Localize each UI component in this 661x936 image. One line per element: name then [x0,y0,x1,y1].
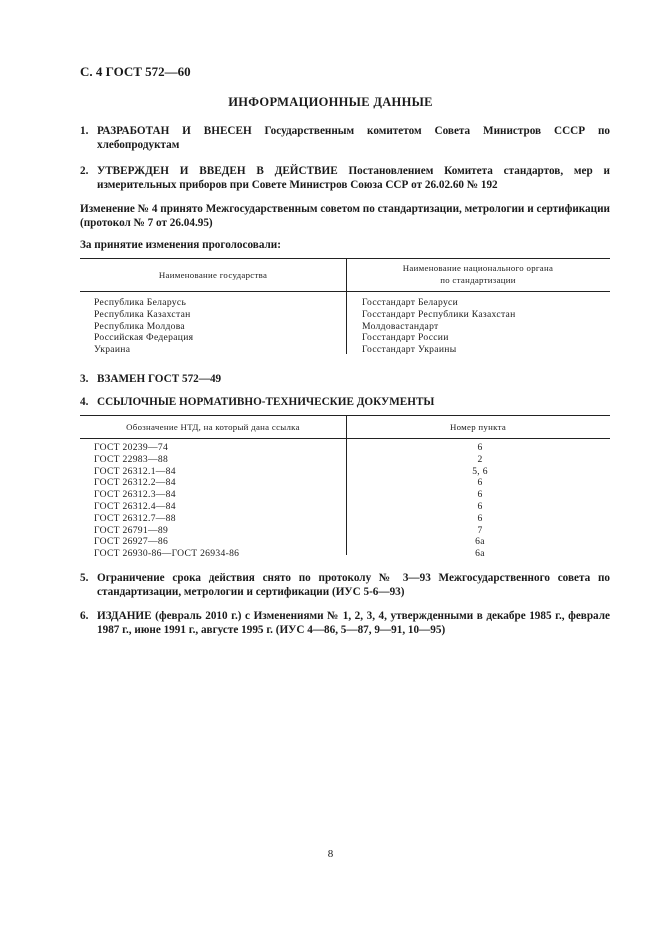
item-text: ССЫЛОЧНЫЕ НОРМАТИВНО-ТЕХНИЧЕСКИЕ ДОКУМЕНТЫ [97,396,435,408]
vote-table-header-rule [80,291,610,292]
voted-label: За принятие изменения проголосовали: [80,239,281,251]
point-number: 6 [477,442,483,453]
point-number: 6а [475,548,485,560]
ref-col1-header: Обозначение НТД, на который дана ссылка [126,422,300,432]
page-number: 8 [327,848,334,860]
ref-docs-list [94,442,239,560]
item-number: 3. [80,373,89,385]
item-number: 4. [80,396,89,408]
vote-col2-header: Наименование национального органа по стандартизации [402,263,554,285]
vote-states-list [94,297,193,356]
point-number: 2 [477,453,483,465]
doc-designation: ГОСТ 26791—89 [94,524,169,536]
point-number: 6 [477,500,483,512]
item-number: 5. [80,572,89,584]
item-text: Ограничение срока действия снято по протоколу № 3—93 Межгосударственного совета по стандартизации, метрологии и сертификации (ИУС 5-6—93) [97,572,610,598]
doc-designation: ГОСТ 20239—74 [94,442,169,453]
ref-points-list [440,442,520,560]
info-item-3 [80,372,610,386]
info-item-6 [80,609,610,637]
body-name: Молдовастандарт [362,320,439,332]
page-header: С. 4 ГОСТ 572—60 [80,64,191,79]
doc-designation: ГОСТ 26312.7—88 [94,512,176,524]
doc-designation: ГОСТ 26930-86—ГОСТ 26934-86 [94,548,240,560]
vote-table-top-rule [80,258,610,259]
point-number: 5, 6 [472,465,488,477]
change-4-note [80,202,610,230]
state-name: Республика Молдова [94,320,185,332]
state-name: Республика Беларусь [94,297,187,308]
ref-table-top-rule [80,415,610,416]
state-name: Украина [94,344,131,356]
doc-designation: ГОСТ 22983—88 [94,453,169,465]
item-text: ИЗДАНИЕ (февраль 2010 г.) с Изменениями № 1, 2, 3, 4, утвержденными в декабре 1985 г., феврале 1987 г., июне 1991 г., августе 1995 г. (ИУС 4—86, 5—87, 9—91, 10—95) [97,610,610,636]
info-item-2 [80,164,610,192]
body-name: Госстандарт России [362,332,449,344]
ref-col2-header: Номер пункта [449,422,507,432]
point-number: 6а [475,536,485,548]
point-number: 6 [477,512,483,524]
point-number: 6 [477,477,483,489]
state-name: Республика Казахстан [94,308,191,320]
item-number: 1. [80,125,89,137]
info-item-1 [80,124,610,152]
item-number: 2. [80,165,89,177]
ref-table-header-rule [80,438,610,439]
item-text: ВЗАМЕН ГОСТ 572—49 [97,373,222,385]
doc-designation: ГОСТ 26312.2—84 [94,477,176,489]
doc-designation: ГОСТ 26312.1—84 [94,465,176,477]
vote-bodies-list [362,297,516,356]
point-number: 6 [477,489,483,501]
body-name: Госстандарт Украины [362,344,457,356]
section-title: ИНФОРМАЦИОННЫЕ ДАННЫЕ [228,95,433,109]
doc-designation: ГОСТ 26927—86 [94,536,169,548]
state-name: Российская Федерация [94,332,194,344]
ref-table-divider [346,415,347,555]
doc-designation: ГОСТ 26312.3—84 [94,489,176,501]
info-item-5 [80,571,610,599]
change-4-text: Изменение № 4 принято Межгосударственным советом по стандартизации, метрологии и сертификации (протокол № 7 от 26.04.95) [80,203,610,229]
vote-col1-header: Наименование государства [158,270,268,280]
doc-designation: ГОСТ 26312.4—84 [94,500,176,512]
body-name: Госстандарт Беларуси [362,297,459,308]
item-text: РАЗРАБОТАН И ВНЕСЕН Государственным комитетом Совета Министров СССР по хлебопродуктам [97,125,610,151]
point-number: 7 [477,524,483,536]
item-number: 6. [80,610,89,622]
info-item-4 [80,395,610,409]
item-text: УТВЕРЖДЕН И ВВЕДЕН В ДЕЙСТВИЕ Постановлением Комитета стандартов, мер и измерительных приборов при Совете Министров Союза ССР от 26.02.60 № 192 [97,165,610,191]
body-name: Госстандарт Республики Казахстан [362,308,516,320]
